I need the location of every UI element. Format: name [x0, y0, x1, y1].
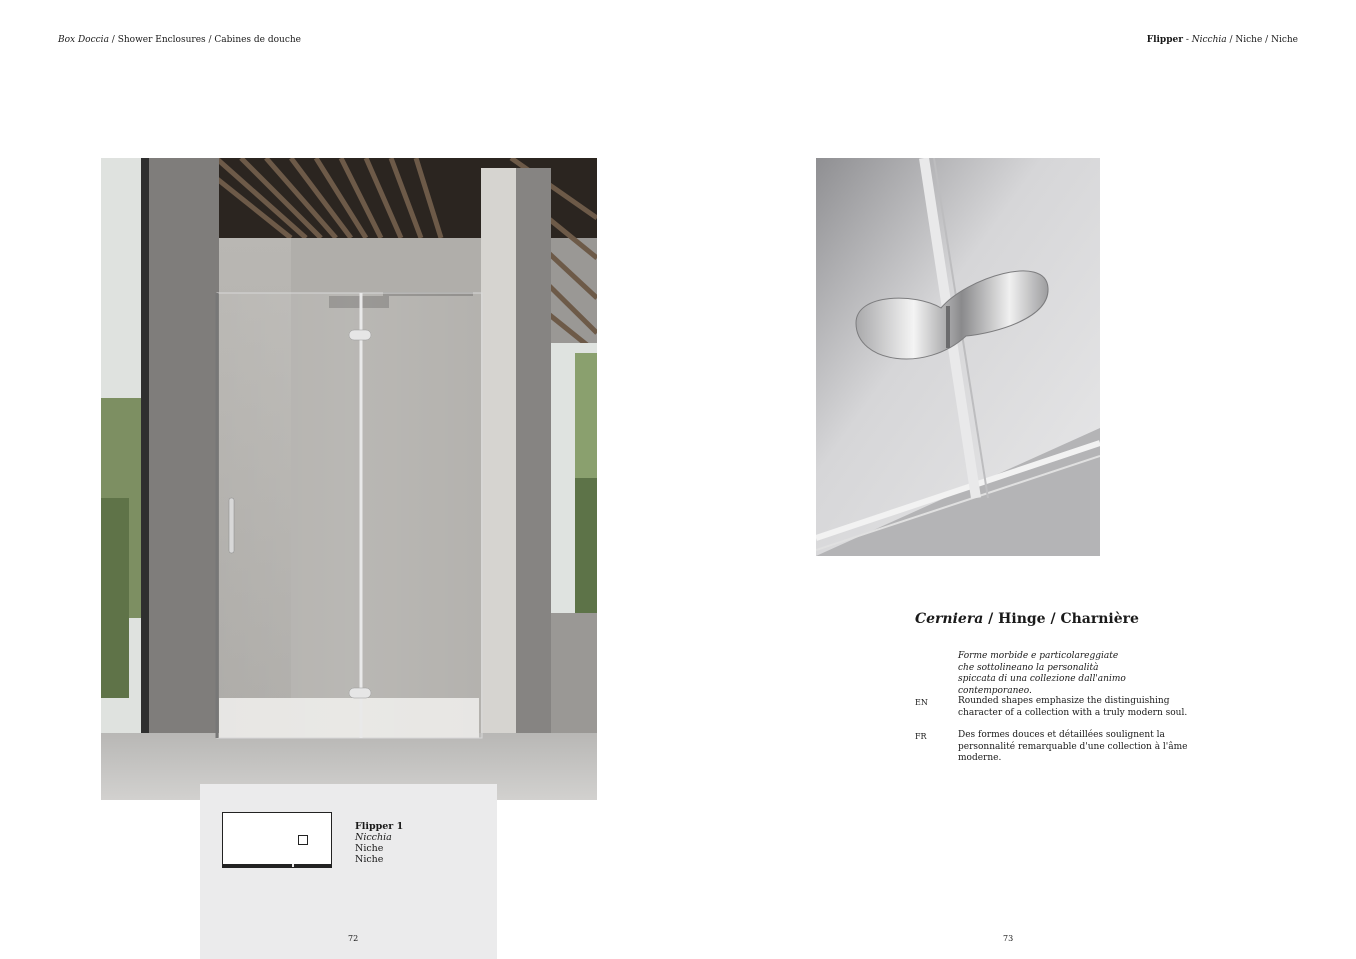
- header-left-breadcrumb: [58, 35, 301, 45]
- type-it: Nicchia: [355, 832, 392, 843]
- shower-tray-square-icon: [298, 835, 308, 845]
- title-en: Hinge: [998, 611, 1046, 627]
- section-title: [915, 611, 1139, 627]
- header-type-en: Niche: [1235, 35, 1263, 45]
- header-sep: /: [1226, 35, 1236, 45]
- hinge-detail-photo: [816, 158, 1100, 556]
- description-fr: Des formes douces et détaillées soulignent la personnalité remarquable d'une collection à l'âme moderne.: [958, 730, 1188, 763]
- title-it: Cerniera: [915, 611, 984, 627]
- header-product: Flipper: [1146, 35, 1183, 45]
- header-dash: -: [1182, 35, 1192, 45]
- niche-plan-diagram: [222, 812, 332, 868]
- page-number-left: 72: [348, 934, 359, 943]
- title-sep: /: [1045, 611, 1061, 627]
- description-it: Forme morbide e particolareggiate che sottolineano la personalità spiccata di una collezione dall'animo contemporaneo.: [958, 651, 1126, 696]
- header-category-it: Box Doccia: [58, 35, 109, 45]
- shower-enclosure-photo: [101, 158, 597, 800]
- header-type-it: Nicchia: [1191, 35, 1227, 45]
- type-fr: Niche: [355, 854, 384, 865]
- plan-door-gap: [292, 864, 294, 867]
- header-sep: /: [108, 35, 118, 45]
- title-sep: /: [983, 611, 999, 627]
- product-spec-card: [200, 784, 497, 959]
- header-right-breadcrumb: [1147, 35, 1298, 45]
- title-fr: Charnière: [1060, 611, 1139, 627]
- plan-base-line: [222, 864, 332, 867]
- lang-label-fr: FR: [915, 732, 927, 741]
- type-en: Niche: [355, 843, 384, 854]
- page-number-right: 73: [1003, 934, 1014, 943]
- header-type-fr: Niche: [1271, 35, 1298, 45]
- spec-labels: [355, 821, 403, 865]
- model-name: Flipper 1: [355, 821, 404, 832]
- header-category-en: Shower Enclosures: [117, 35, 206, 45]
- lang-label-en: EN: [915, 698, 928, 707]
- description-en: Rounded shapes emphasize the distinguishing character of a collection with a truly modern soul.: [958, 696, 1188, 718]
- header-sep: /: [1262, 35, 1272, 45]
- header-sep: /: [205, 35, 215, 45]
- header-category-fr: Cabines de douche: [214, 35, 302, 45]
